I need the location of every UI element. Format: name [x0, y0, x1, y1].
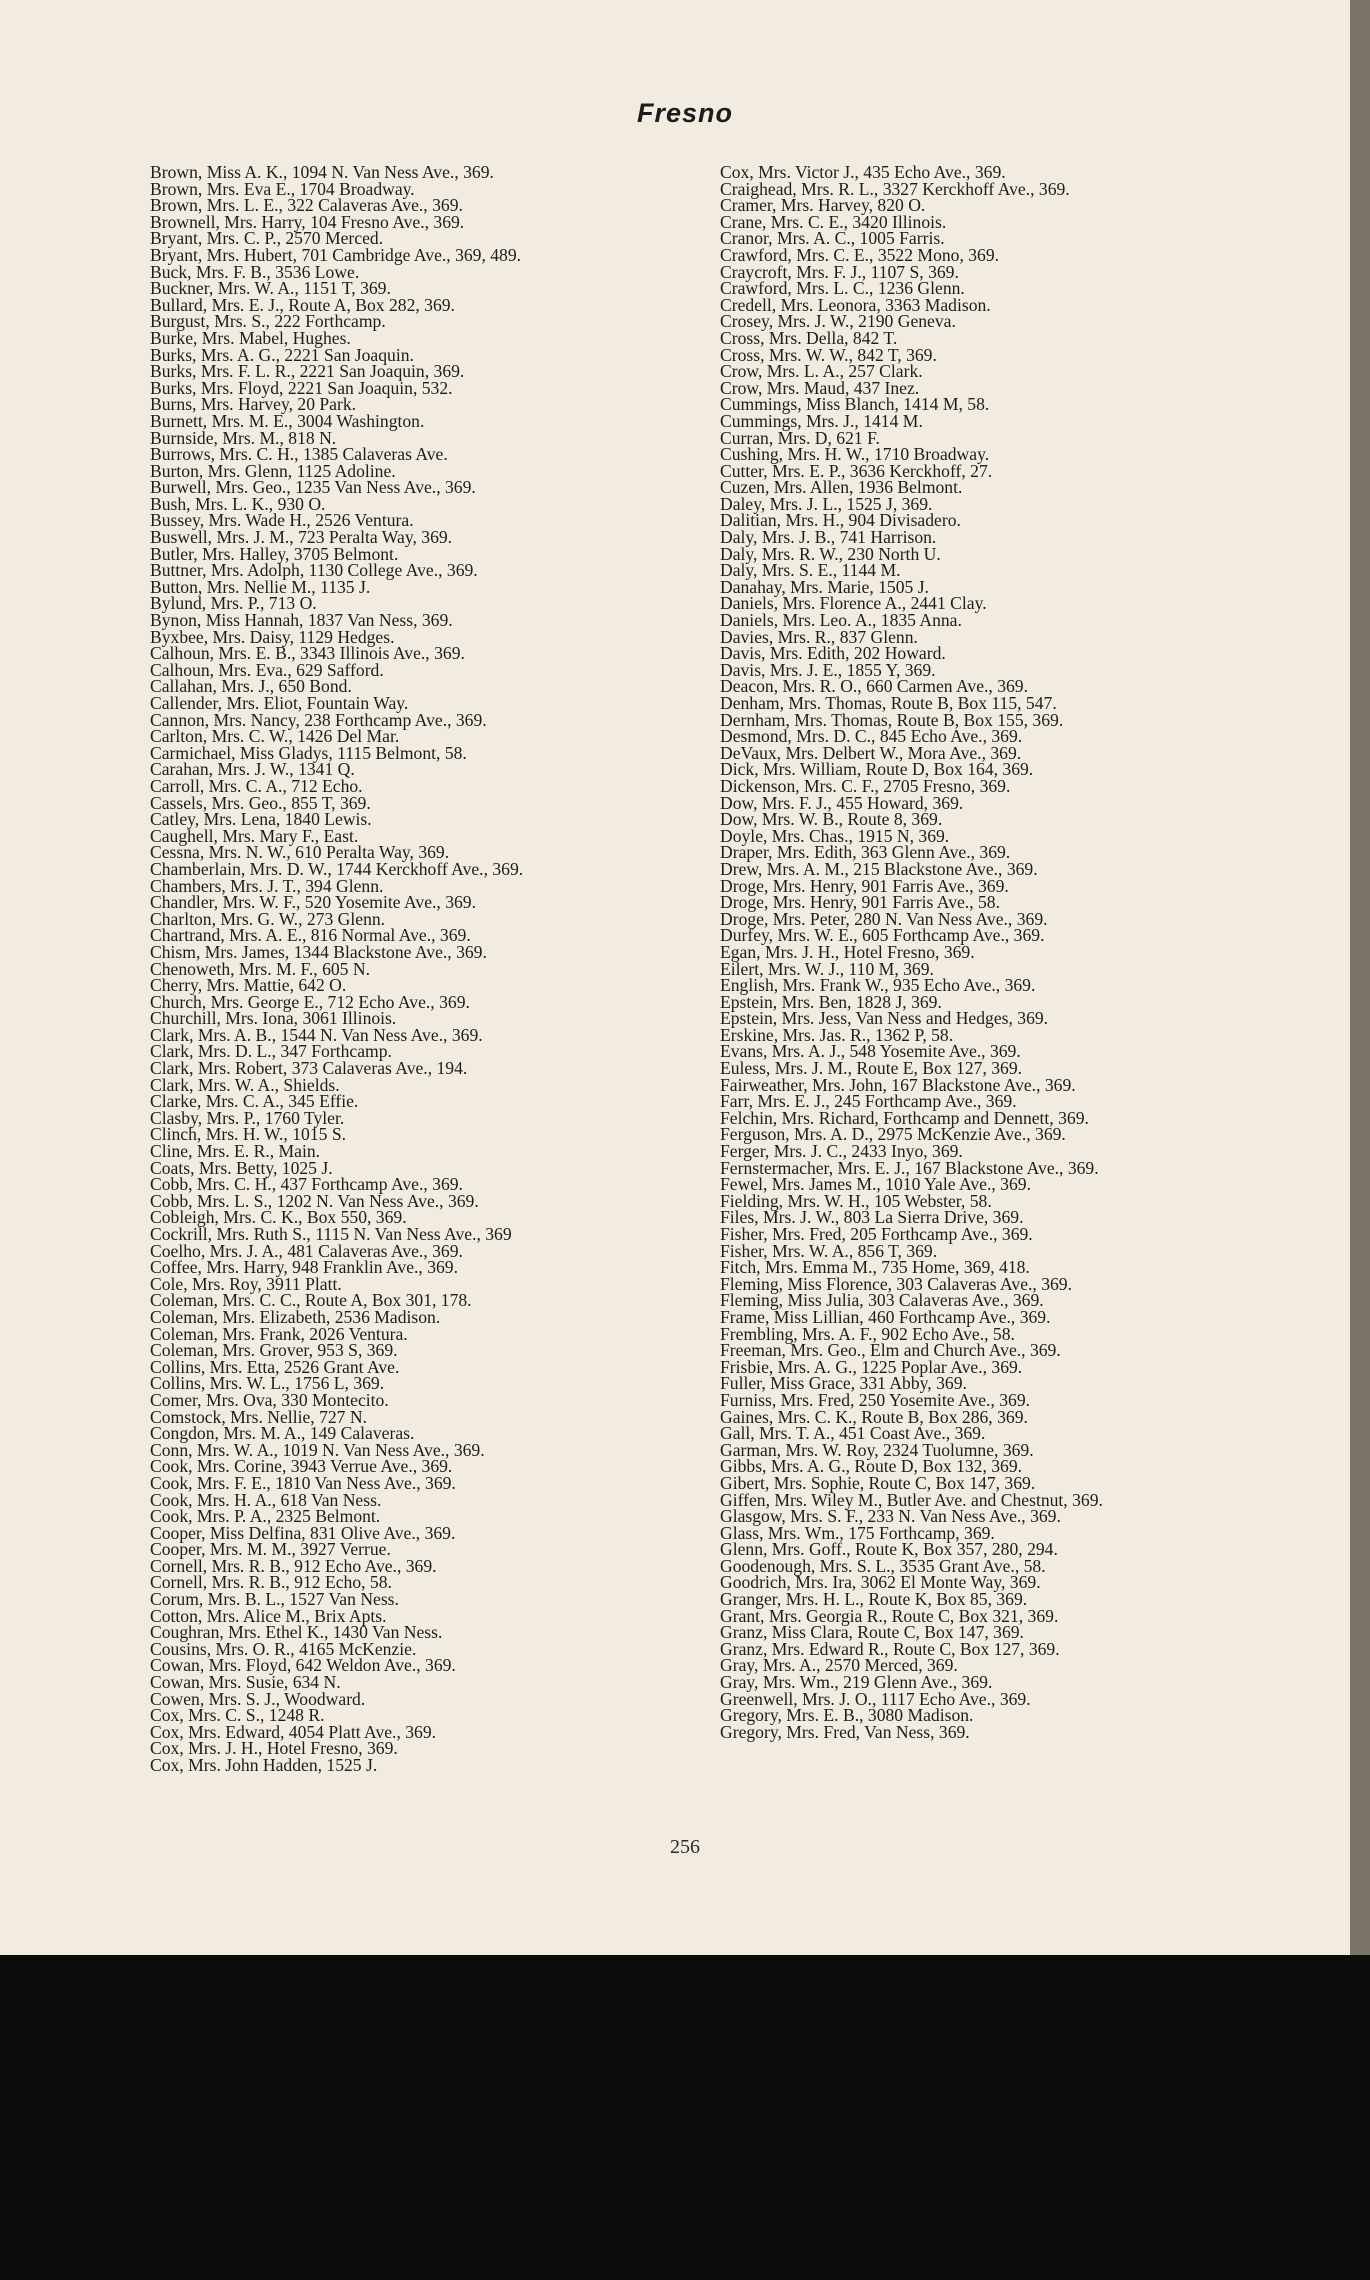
directory-entry: Curran, Mrs. D, 621 F. — [720, 427, 880, 448]
directory-entry: Cotton, Mrs. Alice M., Brix Apts. — [150, 1605, 387, 1626]
directory-entry: Dernham, Mrs. Thomas, Route B, Box 155, 369. — [720, 709, 1064, 730]
directory-entry: Burnside, Mrs. M., 818 N. — [150, 427, 337, 448]
directory-entry: Credell, Mrs. Leonora, 3363 Madison. — [720, 294, 991, 315]
directory-entry: Catley, Mrs. Lena, 1840 Lewis. — [150, 809, 372, 830]
directory-entry: Cornell, Mrs. R. B., 912 Echo, 58. — [150, 1572, 392, 1593]
directory-entry: Fewel, Mrs. James M., 1010 Yale Ave., 369. — [720, 1174, 1031, 1195]
directory-entry: Erskine, Mrs. Jas. R., 1362 P, 58. — [720, 1024, 954, 1045]
directory-entry: Glass, Mrs. Wm., 175 Forthcamp, 369. — [720, 1522, 995, 1543]
directory-entry: Desmond, Mrs. D. C., 845 Echo Ave., 369. — [720, 726, 1023, 747]
directory-entry: Fairweather, Mrs. John, 167 Blackstone Ave., 369. — [720, 1074, 1076, 1095]
directory-entry: Granz, Miss Clara, Route C, Box 147, 369. — [720, 1622, 1024, 1643]
directory-entry: Cook, Mrs. P. A., 2325 Belmont. — [150, 1506, 381, 1527]
directory-entry: Fleming, Miss Florence, 303 Calaveras Ave., 369. — [720, 1273, 1072, 1294]
directory-entry: Daly, Mrs. R. W., 230 North U. — [720, 543, 941, 564]
directory-entry: Cuzen, Mrs. Allen, 1936 Belmont. — [720, 477, 963, 498]
directory-entry: Coelho, Mrs. J. A., 481 Calaveras Ave., 369. — [150, 1240, 463, 1261]
directory-entry: English, Mrs. Frank W., 935 Echo Ave., 369. — [720, 975, 1036, 996]
directory-entry: Burke, Mrs. Mabel, Hughes. — [150, 327, 351, 348]
directory-entry: Granger, Mrs. H. L., Route K, Box 85, 369. — [720, 1589, 1028, 1610]
directory-entry: Dickenson, Mrs. C. F., 2705 Fresno, 369. — [720, 775, 1011, 796]
directory-entry: Bryant, Mrs. Hubert, 701 Cambridge Ave., 369, 489. — [150, 244, 522, 265]
directory-entry: Clark, Mrs. D. L., 347 Forthcamp. — [150, 1041, 392, 1062]
directory-entry: Buck, Mrs. F. B., 3536 Lowe. — [150, 261, 360, 282]
directory-entry: Charlton, Mrs. G. W., 273 Glenn. — [150, 908, 386, 929]
directory-entry: Clasby, Mrs. P., 1760 Tyler. — [150, 1107, 345, 1128]
directory-entry: Gibbs, Mrs. A. G., Route D, Box 132, 369. — [720, 1456, 1023, 1477]
directory-entry: Chamberlain, Mrs. D. W., 1744 Kerckhoff Ave., 369. — [150, 858, 524, 879]
directory-entry: Cobleigh, Mrs. C. K., Box 550, 369. — [150, 1207, 407, 1228]
directory-entry: Cushing, Mrs. H. W., 1710 Broadway. — [720, 444, 990, 465]
directory-entry: Cross, Mrs. W. W., 842 T, 369. — [720, 344, 937, 365]
directory-entry: Church, Mrs. George E., 712 Echo Ave., 369. — [150, 991, 470, 1012]
directory-entry: Cowan, Mrs. Floyd, 642 Weldon Ave., 369. — [150, 1655, 456, 1676]
directory-entry: Droge, Mrs. Henry, 901 Farris Ave., 369. — [720, 875, 1009, 896]
directory-entry: Fuller, Miss Grace, 331 Abby, 369. — [720, 1373, 967, 1394]
directory-entry: Cannon, Mrs. Nancy, 238 Forthcamp Ave., 369. — [150, 709, 487, 730]
directory-entry: Caughell, Mrs. Mary F., East. — [150, 825, 359, 846]
directory-entry: Denham, Mrs. Thomas, Route B, Box 115, 547. — [720, 693, 1057, 713]
directory-entry: Fernstermacher, Mrs. E. J., 167 Blackstone Ave., 369. — [720, 1157, 1099, 1178]
directory-entry: Gray, Mrs. Wm., 219 Glenn Ave., 369. — [720, 1672, 993, 1693]
directory-entry: Gregory, Mrs. E. B., 3080 Madison. — [720, 1705, 974, 1726]
directory-entry: Burns, Mrs. Harvey, 20 Park. — [150, 394, 357, 415]
directory-entry: Callender, Mrs. Eliot, Fountain Way. — [150, 693, 409, 713]
directory-entry: Crane, Mrs. C. E., 3420 Illinois. — [720, 211, 947, 232]
directory-entry: Dow, Mrs. W. B., Route 8, 369. — [720, 809, 943, 830]
directory-entry: Cessna, Mrs. N. W., 610 Peralta Way, 369. — [150, 842, 450, 863]
directory-entry: Clark, Mrs. Robert, 373 Calaveras Ave., 194. — [150, 1058, 468, 1079]
directory-entry: Chenoweth, Mrs. M. F., 605 N. — [150, 958, 370, 979]
page-title: Fresno — [636, 98, 734, 128]
directory-entry: Frembling, Mrs. A. F., 902 Echo Ave., 58. — [720, 1323, 1015, 1344]
page-edge — [1350, 0, 1370, 1955]
directory-entry: Bynon, Miss Hannah, 1837 Van Ness, 369. — [150, 610, 453, 631]
directory-entry: Cockrill, Mrs. Ruth S., 1115 N. Van Ness Ave., 369 — [150, 1224, 512, 1244]
directory-entry: Buttner, Mrs. Adolph, 1130 College Ave., 369. — [150, 560, 478, 581]
directory-entry: Crawford, Mrs. C. E., 3522 Mono, 369. — [720, 244, 1000, 265]
directory-entry: Coleman, Mrs. Frank, 2026 Ventura. — [150, 1323, 408, 1344]
directory-entry: Cook, Mrs. F. E., 1810 Van Ness Ave., 369. — [150, 1472, 456, 1493]
directory-entry: Carroll, Mrs. C. A., 712 Echo. — [150, 775, 363, 796]
directory-entry: Cooper, Mrs. M. M., 3927 Verrue. — [150, 1539, 391, 1560]
directory-entry: Felchin, Mrs. Richard, Forthcamp and Dennett, 369. — [720, 1107, 1089, 1128]
directory-entry: Cutter, Mrs. E. P., 3636 Kerckhoff, 27. — [720, 460, 993, 481]
directory-entry: Cobb, Mrs. C. H., 437 Forthcamp Ave., 369. — [150, 1174, 463, 1195]
directory-entry: Cramer, Mrs. Harvey, 820 O. — [720, 195, 926, 216]
directory-entry: Chism, Mrs. James, 1344 Blackstone Ave., 369. — [150, 941, 487, 962]
directory-entry: Burwell, Mrs. Geo., 1235 Van Ness Ave., 369. — [150, 477, 476, 498]
directory-entry: Carlton, Mrs. C. W., 1426 Del Mar. — [150, 726, 400, 747]
directory-entry: Conn, Mrs. W. A., 1019 N. Van Ness Ave., 369. — [150, 1439, 485, 1460]
directory-entry: Cummings, Miss Blanch, 1414 M, 58. — [720, 394, 990, 415]
directory-entry: Greenwell, Mrs. J. O., 1117 Echo Ave., 369. — [720, 1688, 1031, 1709]
page-number: 256 — [670, 1836, 700, 1858]
directory-entry: Glenn, Mrs. Goff., Route K, Box 357, 280, 294. — [720, 1539, 1058, 1560]
directory-entry: Burks, Mrs. A. G., 2221 San Joaquin. — [150, 344, 414, 365]
directory-entry: Clark, Mrs. W. A., Shields. — [150, 1074, 340, 1095]
directory-entry: Burks, Mrs. Floyd, 2221 San Joaquin, 532. — [150, 377, 453, 398]
directory-entry: Daniels, Mrs. Florence A., 2441 Clay. — [720, 593, 987, 614]
directory-entry: Corum, Mrs. B. L., 1527 Van Ness. — [150, 1589, 399, 1610]
directory-entry: Crawford, Mrs. L. C., 1236 Glenn. — [720, 278, 965, 299]
scan-background — [0, 1955, 1370, 2280]
directory-entry: Cox, Mrs. Victor J., 435 Echo Ave., 369. — [720, 162, 1006, 182]
directory-entry: Garman, Mrs. W. Roy, 2324 Tuolumne, 369. — [720, 1439, 1034, 1460]
directory-entry: Comer, Mrs. Ova, 330 Montecito. — [150, 1389, 389, 1410]
directory-entry: Burgust, Mrs. S., 222 Forthcamp. — [150, 311, 386, 332]
directory-entry: DeVaux, Mrs. Delbert W., Mora Ave., 369. — [720, 742, 1022, 763]
directory-entry: Brown, Mrs. Eva E., 1704 Broadway. — [150, 178, 415, 199]
directory-entry: Dow, Mrs. F. J., 455 Howard, 369. — [720, 792, 964, 813]
directory-entry: Fisher, Mrs. W. A., 856 T, 369. — [720, 1240, 938, 1261]
directory-entry: Davis, Mrs. J. E., 1855 Y, 369. — [720, 659, 936, 680]
directory-entry: Doyle, Mrs. Chas., 1915 N, 369. — [720, 825, 950, 846]
directory-entry: Epstein, Mrs. Jess, Van Ness and Hedges, 369. — [720, 1008, 1049, 1029]
directory-entry: Glasgow, Mrs. S. F., 233 N. Van Ness Ave., 369. — [720, 1506, 1061, 1527]
left-column — [150, 164, 680, 1774]
directory-entry: Davis, Mrs. Edith, 202 Howard. — [720, 643, 946, 664]
directory-entry: Daly, Mrs. S. E., 1144 M. — [720, 560, 901, 581]
directory-entry: Calhoun, Mrs. Eva., 629 Safford. — [150, 659, 384, 680]
directory-entry: Butler, Mrs. Halley, 3705 Belmont. — [150, 543, 399, 564]
directory-entry: Crosey, Mrs. J. W., 2190 Geneva. — [720, 311, 956, 332]
directory-entry: Files, Mrs. J. W., 803 La Sierra Drive, 369. — [720, 1207, 1024, 1228]
directory-entry: Fielding, Mrs. W. H., 105 Webster, 58. — [720, 1190, 992, 1211]
directory-entry: Cross, Mrs. Della, 842 T. — [720, 327, 898, 348]
directory-entry: Dick, Mrs. William, Route D, Box 164, 369. — [720, 759, 1034, 780]
directory-entry: Eilert, Mrs. W. J., 110 M, 369. — [720, 958, 934, 979]
right-column — [720, 164, 1265, 1740]
directory-entry: Cummings, Mrs. J., 1414 M. — [720, 410, 923, 431]
directory-entry: Cousins, Mrs. O. R., 4165 McKenzie. — [150, 1638, 417, 1659]
directory-entry: Frisbie, Mrs. A. G., 1225 Poplar Ave., 369. — [720, 1356, 1023, 1377]
directory-entry: Cook, Mrs. Corine, 3943 Verrue Ave., 369. — [150, 1456, 453, 1477]
directory-entry: Cox, Mrs. J. H., Hotel Fresno, 369. — [150, 1738, 398, 1759]
directory-entry: Ferguson, Mrs. A. D., 2975 McKenzie Ave., 369. — [720, 1124, 1066, 1145]
directory-entry: Bussey, Mrs. Wade H., 2526 Ventura. — [150, 510, 414, 531]
directory-entry: Carahan, Mrs. J. W., 1341 Q. — [150, 759, 355, 780]
directory-entry: Daly, Mrs. J. B., 741 Harrison. — [720, 527, 937, 548]
directory-entry: Coleman, Mrs. Grover, 953 S, 369. — [150, 1340, 398, 1361]
directory-entry: Calhoun, Mrs. E. B., 3343 Illinois Ave., 369. — [150, 643, 465, 664]
directory-entry: Buswell, Mrs. J. M., 723 Peralta Way, 369. — [150, 527, 453, 548]
directory-entry: Congdon, Mrs. M. A., 149 Calaveras. — [150, 1423, 415, 1444]
directory-entry: Gray, Mrs. A., 2570 Merced, 369. — [720, 1655, 958, 1676]
directory-entry: Burks, Mrs. F. L. R., 2221 San Joaquin, 369. — [150, 361, 465, 382]
directory-entry: Bullard, Mrs. E. J., Route A, Box 282, 369. — [150, 294, 455, 315]
directory-entry: Daley, Mrs. J. L., 1525 J, 369. — [720, 493, 933, 514]
directory-entry: Cox, Mrs. C. S., 1248 R. — [150, 1705, 325, 1726]
directory-entry: Freeman, Mrs. Geo., Elm and Church Ave., 369. — [720, 1340, 1061, 1361]
directory-entry: Clinch, Mrs. H. W., 1015 S. — [150, 1124, 346, 1145]
directory-entry: Gaines, Mrs. C. K., Route B, Box 286, 369. — [720, 1406, 1028, 1427]
directory-entry: Coleman, Mrs. C. C., Route A, Box 301, 178. — [150, 1290, 472, 1311]
directory-entry: Fleming, Miss Julia, 303 Calaveras Ave., 369. — [720, 1290, 1044, 1311]
directory-entry: Coleman, Mrs. Elizabeth, 2536 Madison. — [150, 1306, 441, 1327]
directory-entry: Brown, Mrs. L. E., 322 Calaveras Ave., 369. — [150, 195, 463, 216]
directory-entry: Churchill, Mrs. Iona, 3061 Illinois. — [150, 1008, 397, 1029]
directory-entry: Button, Mrs. Nellie M., 1135 J. — [150, 576, 371, 597]
directory-entry: Gregory, Mrs. Fred, Van Ness, 369. — [720, 1721, 970, 1742]
directory-entry: Cowen, Mrs. S. J., Woodward. — [150, 1688, 366, 1709]
directory-entry: Clarke, Mrs. C. A., 345 Effie. — [150, 1091, 359, 1112]
directory-entry: Farr, Mrs. E. J., 245 Forthcamp Ave., 369. — [720, 1091, 1017, 1112]
directory-entry: Cook, Mrs. H. A., 618 Van Ness. — [150, 1489, 382, 1510]
directory-entry: Granz, Mrs. Edward R., Route C, Box 127, 369. — [720, 1638, 1060, 1659]
directory-entry: Bylund, Mrs. P., 713 O. — [150, 593, 317, 614]
directory-entry: Durfey, Mrs. W. E., 605 Forthcamp Ave., 369. — [720, 925, 1045, 946]
directory-entry: Craycroft, Mrs. F. J., 1107 S, 369. — [720, 261, 959, 282]
directory-entry: Collins, Mrs. Etta, 2526 Grant Ave. — [150, 1356, 400, 1377]
directory-entry: Danahay, Mrs. Marie, 1505 J. — [720, 576, 929, 597]
directory-entry: Burnett, Mrs. M. E., 3004 Washington. — [150, 410, 425, 431]
directory-entry: Burrows, Mrs. C. H., 1385 Calaveras Ave. — [150, 444, 448, 465]
directory-entry: Dalitian, Mrs. H., 904 Divisadero. — [720, 510, 961, 531]
directory-entry: Chartrand, Mrs. A. E., 816 Normal Ave., 369. — [150, 925, 471, 946]
directory-entry: Cassels, Mrs. Geo., 855 T, 369. — [150, 792, 371, 813]
directory-entry: Bush, Mrs. L. K., 930 O. — [150, 493, 326, 514]
directory-entry: Cooper, Miss Delfina, 831 Olive Ave., 369. — [150, 1522, 456, 1543]
directory-entry: Fisher, Mrs. Fred, 205 Forthcamp Ave., 369. — [720, 1224, 1033, 1244]
directory-entry: Furniss, Mrs. Fred, 250 Yosemite Ave., 369. — [720, 1389, 1031, 1410]
directory-entry: Goodrich, Mrs. Ira, 3062 El Monte Way, 369. — [720, 1572, 1041, 1593]
directory-entry: Collins, Mrs. W. L., 1756 L, 369. — [150, 1373, 385, 1394]
directory-entry: Egan, Mrs. J. H., Hotel Fresno, 369. — [720, 941, 975, 962]
directory-entry: Evans, Mrs. A. J., 548 Yosemite Ave., 369. — [720, 1041, 1021, 1062]
directory-entry: Gibert, Mrs. Sophie, Route C, Box 147, 369. — [720, 1472, 1036, 1493]
directory-entry: Crow, Mrs. L. A., 257 Clark. — [720, 361, 923, 382]
directory-entry: Crow, Mrs. Maud, 437 Inez. — [720, 377, 920, 398]
directory-entry: Burton, Mrs. Glenn, 1125 Adoline. — [150, 460, 396, 481]
directory-entry: Ferger, Mrs. J. C., 2433 Inyo, 369. — [720, 1141, 963, 1162]
directory-entry: Grant, Mrs. Georgia R., Route C, Box 321, 369. — [720, 1605, 1059, 1626]
directory-entry: Cobb, Mrs. L. S., 1202 N. Van Ness Ave., 369. — [150, 1190, 479, 1211]
directory-entry: Goodenough, Mrs. S. L., 3535 Grant Ave., 58. — [720, 1555, 1046, 1576]
directory-entry: Bryant, Mrs. C. P., 2570 Merced. — [150, 228, 384, 249]
directory-entry: Cowan, Mrs. Susie, 634 N. — [150, 1672, 341, 1693]
directory-entry: Fitch, Mrs. Emma M., 735 Home, 369, 418. — [720, 1257, 1030, 1278]
directory-entry: Byxbee, Mrs. Daisy, 1129 Hedges. — [150, 626, 395, 647]
directory-entry: Cherry, Mrs. Mattie, 642 O. — [150, 975, 347, 996]
directory-entry: Craighead, Mrs. R. L., 3327 Kerckhoff Ave., 369. — [720, 178, 1070, 199]
directory-entry: Deacon, Mrs. R. O., 660 Carmen Ave., 369. — [720, 676, 1029, 697]
directory-entry: Gall, Mrs. T. A., 451 Coast Ave., 369. — [720, 1423, 986, 1444]
directory-entry: Droge, Mrs. Henry, 901 Farris Ave., 58. — [720, 892, 1000, 913]
directory-entry: Frame, Miss Lillian, 460 Forthcamp Ave., 369. — [720, 1306, 1051, 1327]
directory-entry: Cox, Mrs. John Hadden, 1525 J. — [150, 1755, 378, 1775]
directory-entry: Drew, Mrs. A. M., 215 Blackstone Ave., 369. — [720, 858, 1038, 879]
directory-entry: Euless, Mrs. J. M., Route E, Box 127, 369. — [720, 1058, 1023, 1079]
directory-entry: Cline, Mrs. E. R., Main. — [150, 1141, 321, 1162]
directory-entry: Brown, Miss A. K., 1094 N. Van Ness Ave., 369. — [150, 162, 494, 182]
directory-entry: Buckner, Mrs. W. A., 1151 T, 369. — [150, 278, 391, 299]
directory-entry: Clark, Mrs. A. B., 1544 N. Van Ness Ave., 369. — [150, 1024, 483, 1045]
directory-entry: Daniels, Mrs. Leo. A., 1835 Anna. — [720, 610, 962, 631]
directory-entry: Giffen, Mrs. Wiley M., Butler Ave. and Chestnut, 369. — [720, 1489, 1103, 1510]
directory-entry: Draper, Mrs. Edith, 363 Glenn Ave., 369. — [720, 842, 1011, 863]
directory-entry: Comstock, Mrs. Nellie, 727 N. — [150, 1406, 367, 1427]
directory-entry: Droge, Mrs. Peter, 280 N. Van Ness Ave., 369. — [720, 908, 1048, 929]
directory-entry: Coffee, Mrs. Harry, 948 Franklin Ave., 369. — [150, 1257, 459, 1278]
directory-entry: Cornell, Mrs. R. B., 912 Echo Ave., 369. — [150, 1555, 437, 1576]
directory-entry: Cranor, Mrs. A. C., 1005 Farris. — [720, 228, 945, 249]
directory-entry: Cole, Mrs. Roy, 3911 Platt. — [150, 1273, 342, 1294]
directory-entry: Callahan, Mrs. J., 650 Bond. — [150, 676, 352, 697]
directory-entry: Davies, Mrs. R., 837 Glenn. — [720, 626, 918, 647]
directory-entry: Chandler, Mrs. W. F., 520 Yosemite Ave., 369. — [150, 892, 476, 913]
directory-entry: Cox, Mrs. Edward, 4054 Platt Ave., 369. — [150, 1721, 437, 1742]
directory-entry: Carmichael, Miss Gladys, 1115 Belmont, 58. — [150, 742, 467, 763]
directory-entry: Epstein, Mrs. Ben, 1828 J, 369. — [720, 991, 942, 1012]
directory-entry: Brownell, Mrs. Harry, 104 Fresno Ave., 369. — [150, 211, 465, 232]
directory-entry: Coats, Mrs. Betty, 1025 J. — [150, 1157, 333, 1178]
directory-entry: Coughran, Mrs. Ethel K., 1430 Van Ness. — [150, 1622, 443, 1643]
directory-entry: Chambers, Mrs. J. T., 394 Glenn. — [150, 875, 384, 896]
